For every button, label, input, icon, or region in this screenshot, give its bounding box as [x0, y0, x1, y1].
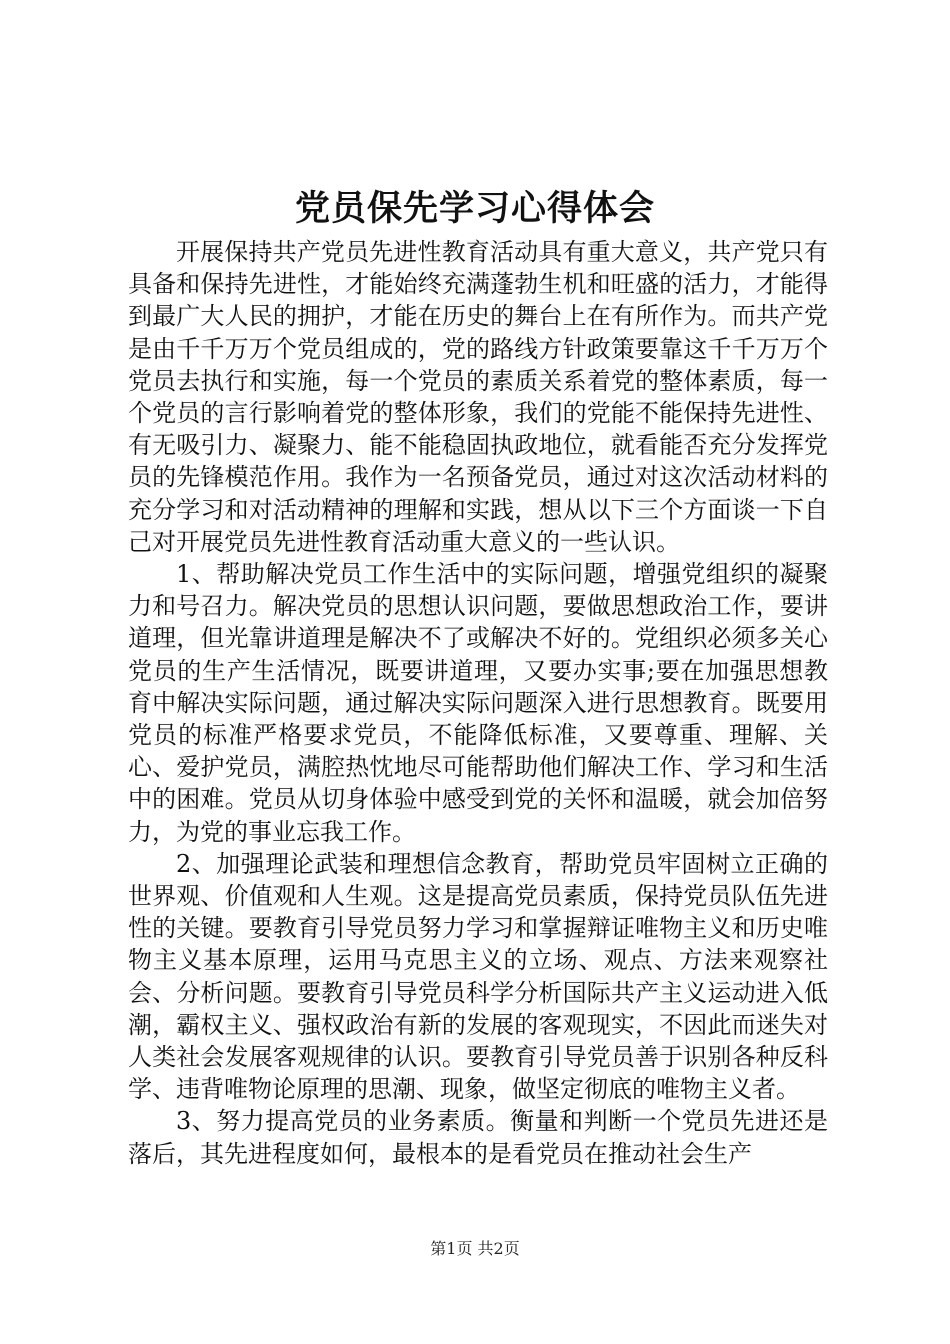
paragraph-intro: 开展保持共产党员先进性教育活动具有重大意义，共产党只有具备和保持先进性，才能始终充满蓬勃生机和旺盛的活力，才能得到最广大人民的拥护，才能在历史的舞台上在有所作为。而共产党是由千千万万个党员组成的，党的路线方针政策要靠这千千万万个党员去执行和实施，每一个党员的素质关系着党的整体素质，每一个党员的言行影响着党的整体形象，我们的党能不能保持先进性、有无吸引力、凝聚力、能不能稳固执政地位，就看能否充分发挥党员的先锋模范作用。我作为一名预备党员，通过对这次活动材料的充分学习和对活动精神的理解和实践，想从以下三个方面谈一下自己对开展党员先进性教育活动重大意义的一些认识。 — [128, 238, 828, 556]
page-number-footer: 第1页 共2页 — [430, 1239, 520, 1258]
paragraph-point-2: 2、加强理论武装和理想信念教育，帮助党员牢固树立正确的世界观、价值观和人生观。这是提高党员素质，保持党员队伍先进性的关键。要教育引导党员努力学习和掌握辩证唯物主义和历史唯物主义基本原理，运用马克思主义的立场、观点、方法来观察社会、分析问题。要教育引导党员科学分析国际共产主义运动进入低潮，霸权主义、强权政治有新的发展的客观现实，不因此而迷失对人类社会发展客观规律的认识。要教育引导党员善于识别各种反科学、违背唯物论原理的思潮、现象，做坚定彻底的唯物主义者。 — [128, 849, 828, 1104]
document-title: 党员保先学习心得体会 — [294, 188, 655, 229]
paragraph-point-1: 1、帮助解决党员工作生活中的实际问题，增强党组织的凝聚力和号召力。解决党员的思想认识问题，要做思想政治工作，要讲道理，但光靠讲道理是解决不了或解决不好的。党组织必须多关心党员的生产生活情况，既要讲道理，又要办实事;要在加强思想教育中解决实际问题，通过解决实际问题深入进行思想教育。既要用党员的标准严格要求党员，不能降低标准，又要尊重、理解、关心、爱护党员，满腔热忱地尽可能帮助他们解决工作、学习和生活中的困难。党员从切身体验中感受到党的关怀和温暖，就会加倍努力，为党的事业忘我工作。 — [128, 560, 828, 846]
document-body — [128, 236, 828, 1170]
paragraph-point-3: 3、努力提高党员的业务素质。衡量和判断一个党员先进还是落后，其先进程度如何，最根本的是看党员在推动社会生产 — [128, 1107, 828, 1168]
